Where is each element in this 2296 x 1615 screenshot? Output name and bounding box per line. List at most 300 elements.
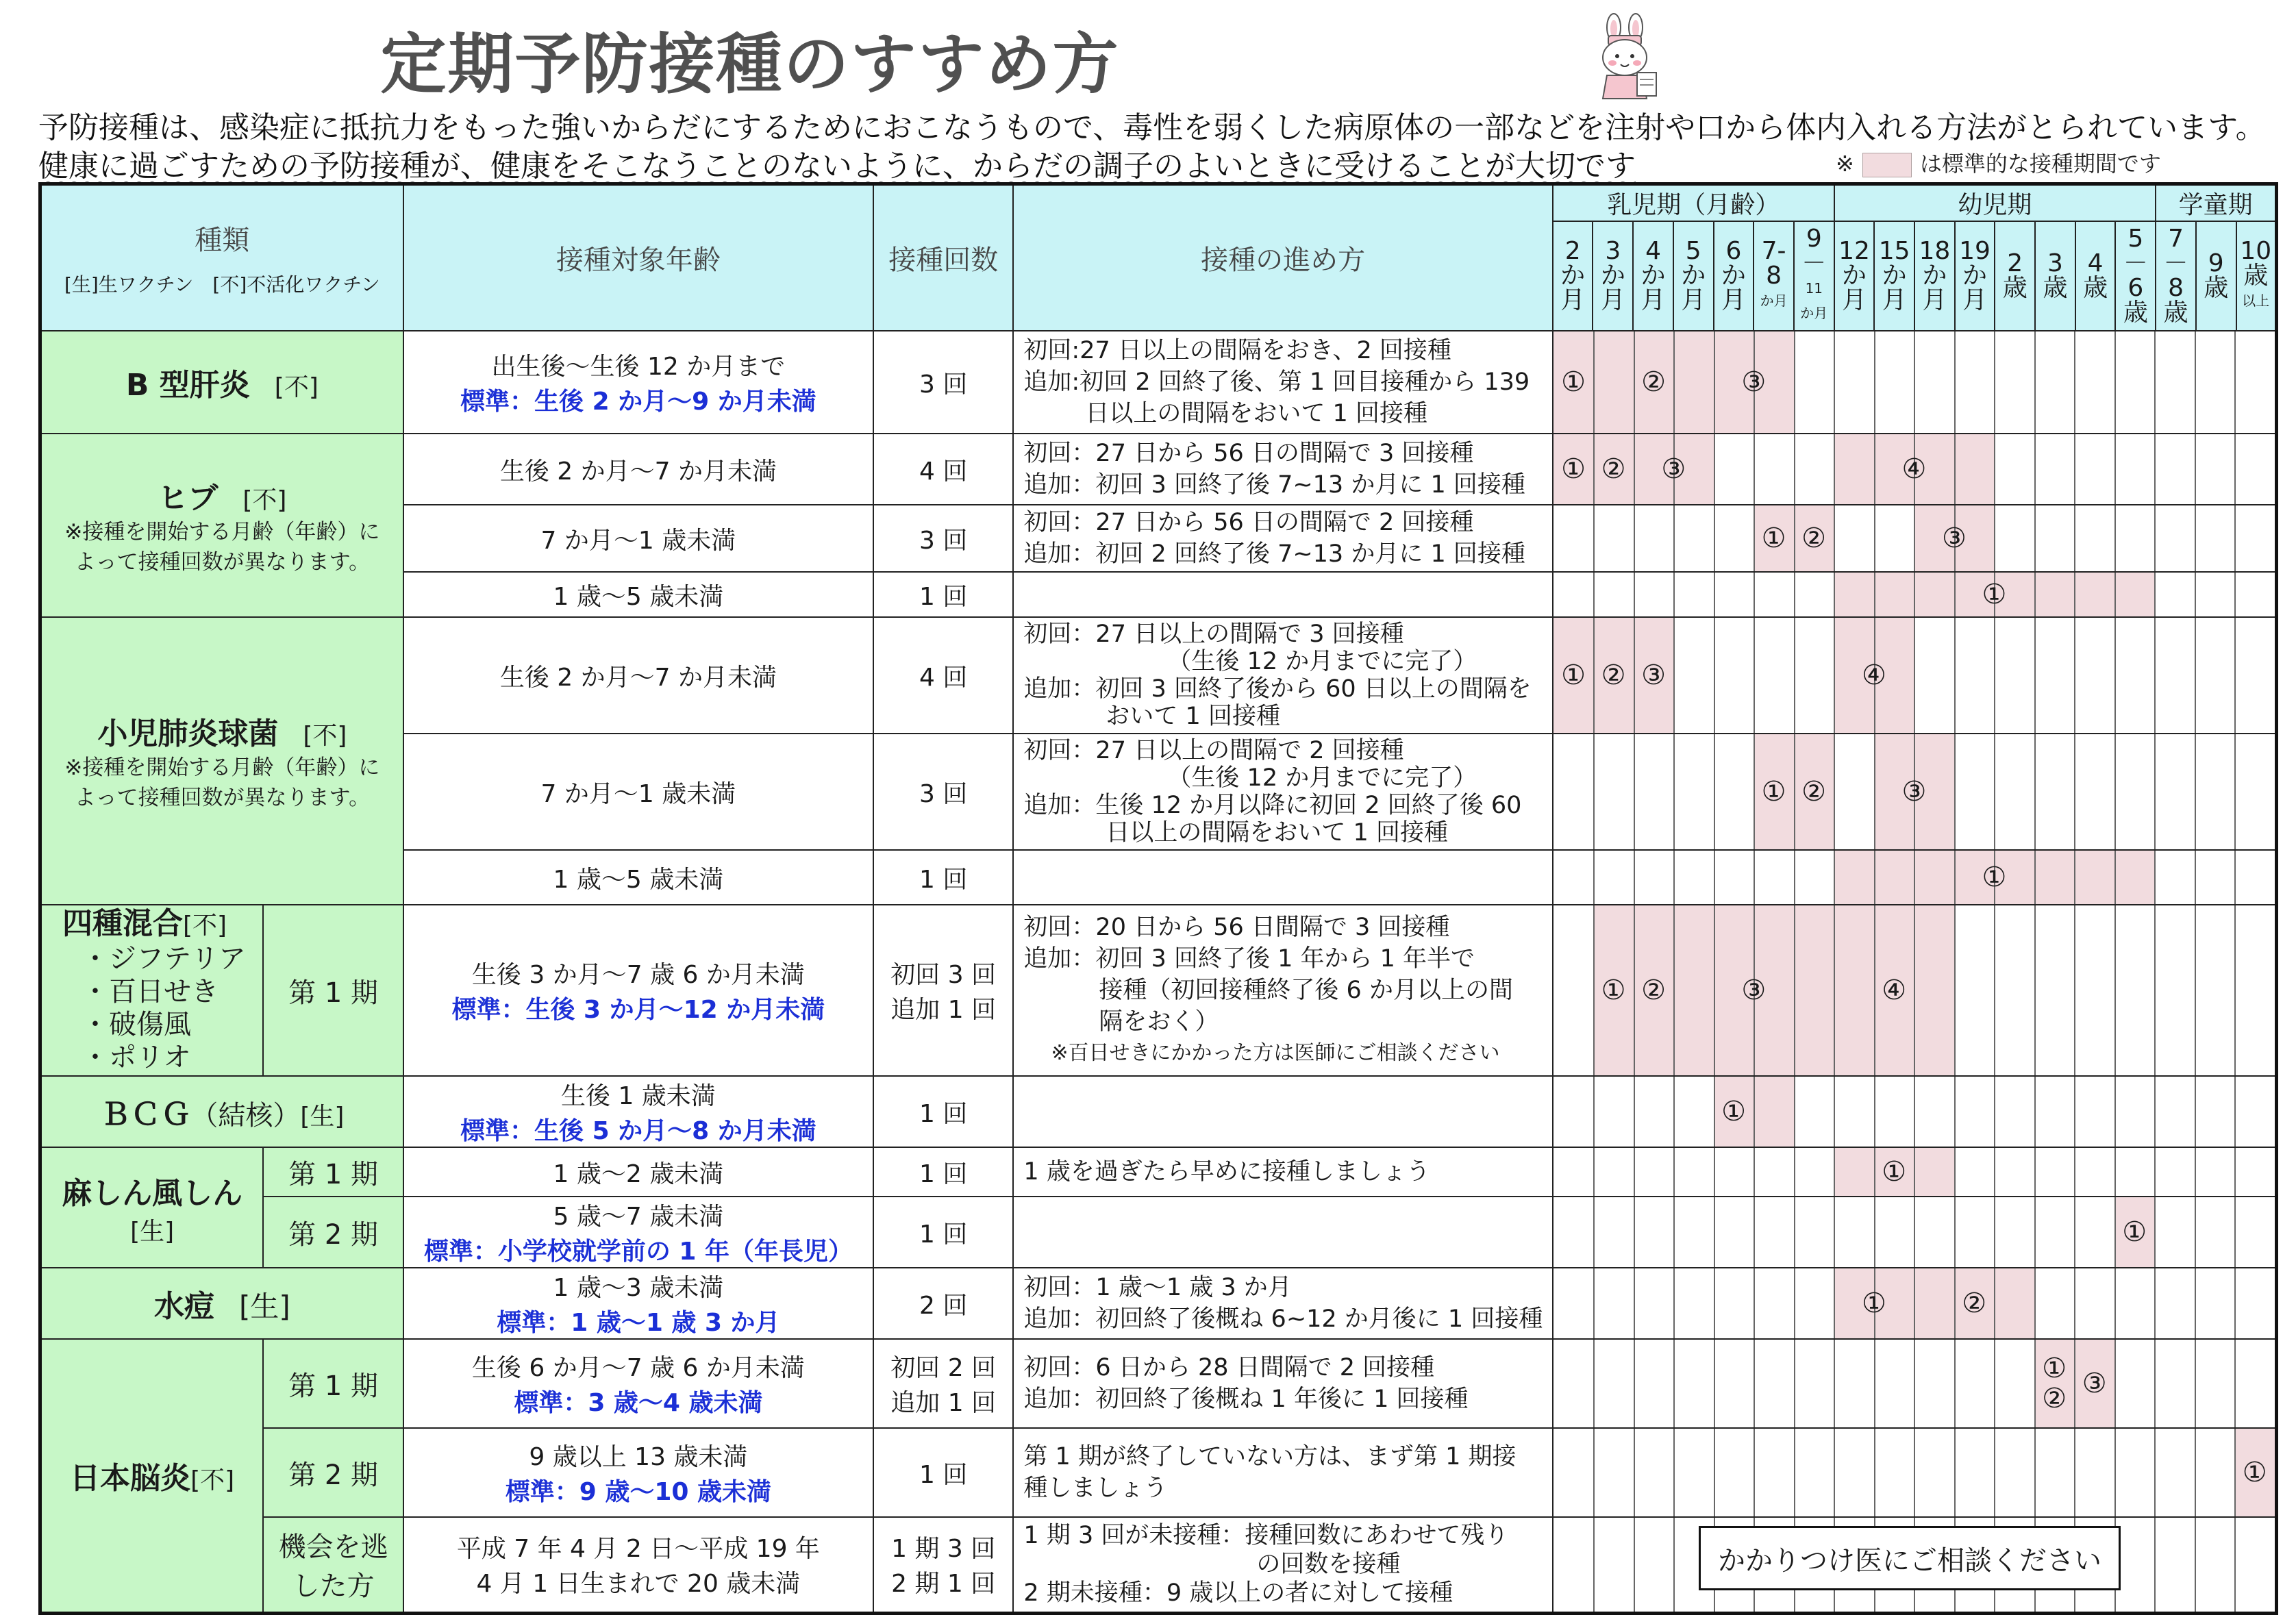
age-gridline bbox=[2074, 505, 2075, 571]
age-gridline bbox=[2074, 618, 2075, 733]
dose-marker: ④ bbox=[1882, 975, 1907, 1006]
month-col: 5 か 月 bbox=[1673, 221, 1714, 331]
dose-marker: ② bbox=[2042, 1383, 2067, 1414]
vaccine-hib: ヒブ [不] ※接種を開始する月齢（年齢）に よって接種回数が異なります。 bbox=[40, 434, 403, 617]
count-cell: 3 回 bbox=[873, 505, 1013, 572]
table-row bbox=[40, 1147, 2277, 1197]
age-gridline bbox=[1634, 1518, 1635, 1612]
age-gridline bbox=[1874, 434, 1875, 504]
count-cell: 2 回 bbox=[873, 1268, 1013, 1339]
age-gridline bbox=[2034, 734, 2036, 849]
vaccine-hepb: B 型肝炎 [不] bbox=[40, 331, 403, 434]
age-cell: 1 歳～5 歳未満 bbox=[403, 572, 873, 617]
age-gridline bbox=[1794, 905, 1795, 1075]
table-row bbox=[40, 331, 2277, 434]
age-gridline bbox=[2114, 1077, 2116, 1147]
age-gridline bbox=[1914, 905, 1915, 1075]
timeline-cell bbox=[1553, 505, 2277, 572]
age-gridline bbox=[2234, 734, 2236, 849]
age-gridline bbox=[1834, 505, 1835, 571]
period-cell: 第 2 期 bbox=[263, 1197, 403, 1268]
age-gridline bbox=[1634, 905, 1635, 1075]
method-cell: 1 歳を過ぎたら早めに接種しましょう bbox=[1013, 1147, 1552, 1197]
age-gridline bbox=[2114, 1268, 2116, 1338]
dose-marker: ③ bbox=[1641, 660, 1666, 691]
age-gridline bbox=[1634, 331, 1635, 433]
age-cell: 生後 2 か月～7 か月未満 bbox=[403, 434, 873, 505]
dose-marker: ③ bbox=[1741, 366, 1767, 398]
dose-marker: ① bbox=[1761, 776, 1786, 808]
count-cell: 初回 2 回 追加 1 回 bbox=[873, 1339, 1013, 1428]
age-cell: 1 歳～5 歳未満 bbox=[403, 850, 873, 905]
age-gridline bbox=[2195, 1518, 2196, 1612]
age-gridline bbox=[1914, 1340, 1915, 1427]
age-gridline bbox=[2234, 1429, 2236, 1516]
age-gridline bbox=[1954, 331, 1956, 433]
period-cell: 機会を逃 した方 bbox=[263, 1517, 403, 1613]
age-gridline bbox=[2154, 434, 2156, 504]
age-gridline bbox=[2114, 505, 2116, 571]
age-gridline bbox=[2114, 331, 2116, 433]
month-col: 6 か 月 bbox=[1714, 221, 1754, 331]
count-cell: 3 回 bbox=[873, 331, 1013, 434]
vaccine-pcv: 小児肺炎球菌 [不] ※接種を開始する月齢（年齢）に よって接種回数が異なります。 bbox=[40, 617, 403, 905]
age-gridline bbox=[2074, 1197, 2075, 1267]
age-gridline bbox=[1634, 1340, 1635, 1427]
age-gridline bbox=[2195, 331, 2196, 433]
age-gridline bbox=[2034, 331, 2036, 433]
table-row bbox=[40, 1268, 2277, 1339]
month-col: 3 歳 bbox=[2035, 221, 2075, 331]
age-gridline bbox=[2195, 1268, 2196, 1338]
dose-marker: ④ bbox=[1861, 660, 1886, 691]
age-gridline bbox=[2195, 1077, 2196, 1147]
age-gridline bbox=[1593, 618, 1595, 733]
vaccine-varicella: 水痘 [生] bbox=[40, 1268, 403, 1339]
method-cell: 初回：27 日から 56 日の間隔で 2 回接種 追加：初回 2 回終了後 7~13 か月に 1 回接種 bbox=[1013, 505, 1552, 572]
age-gridline bbox=[1994, 905, 1995, 1075]
age-gridline bbox=[1714, 505, 1715, 571]
age-gridline bbox=[1593, 734, 1595, 849]
dose-marker: ① bbox=[1861, 1288, 1886, 1319]
age-gridline bbox=[1994, 1077, 1995, 1147]
age-gridline bbox=[2074, 1429, 2075, 1516]
month-col: 10 歳 以上 bbox=[2236, 221, 2277, 331]
vaccine-mr: 麻しん風しん [生] bbox=[40, 1147, 264, 1268]
intro-line-2: 健康に過ごすための予防接種が、健康をそこなうことのないように、からだの調子のよいときに受けることが大切です bbox=[38, 149, 1636, 184]
age-gridline bbox=[1954, 1077, 1956, 1147]
header-infant: 乳児期（月齢） bbox=[1553, 184, 1834, 222]
method-cell: 初回：27 日以上の間隔で 3 回接種 （生後 12 か月までに完了） 追加：初回 3 回終了後から 60 日以上の間隔を おいて 1 回接種 bbox=[1013, 617, 1552, 734]
age-gridline bbox=[1673, 331, 1675, 433]
age-gridline bbox=[1593, 1197, 1595, 1267]
age-gridline bbox=[1994, 331, 1995, 433]
dose-marker: ① bbox=[1721, 1096, 1747, 1127]
age-gridline bbox=[1714, 618, 1715, 733]
age-gridline bbox=[2154, 573, 2156, 616]
age-gridline bbox=[1714, 905, 1715, 1075]
timeline-cell bbox=[1553, 1147, 2277, 1197]
count-cell: 3 回 bbox=[873, 734, 1013, 850]
age-gridline bbox=[2154, 331, 2156, 433]
age-gridline bbox=[1754, 734, 1755, 849]
age-gridline bbox=[1794, 1197, 1795, 1267]
age-gridline bbox=[2074, 573, 2075, 616]
age-gridline bbox=[2195, 851, 2196, 904]
month-col: 9 歳 bbox=[2196, 221, 2236, 331]
age-gridline bbox=[1874, 331, 1875, 433]
age-gridline bbox=[2114, 1197, 2116, 1267]
age-gridline bbox=[1634, 434, 1635, 504]
age-gridline bbox=[2034, 1429, 2036, 1516]
consult-doctor-box: かかりつけ医にご相談ください bbox=[1699, 1526, 2121, 1590]
month-col: 19 か 月 bbox=[1955, 221, 1995, 331]
table-row bbox=[40, 1076, 2277, 1147]
age-gridline bbox=[2154, 905, 2156, 1075]
table-row bbox=[40, 905, 2277, 1076]
age-gridline bbox=[2154, 1197, 2156, 1267]
age-gridline bbox=[1994, 734, 1995, 849]
age-gridline bbox=[1673, 1340, 1675, 1427]
dose-marker: ② bbox=[1801, 523, 1827, 554]
header-type-sub: [生]生ワクチン [不]不活化ワクチン bbox=[64, 273, 380, 296]
age-gridline bbox=[1954, 573, 1956, 616]
period-cell: 第 1 期 bbox=[263, 1339, 403, 1428]
age-gridline bbox=[1794, 331, 1795, 433]
age-cell: 1 歳～2 歳未満 bbox=[403, 1147, 873, 1197]
header-type bbox=[40, 184, 403, 331]
age-gridline bbox=[1794, 434, 1795, 504]
header-method: 接種の進め方 bbox=[1013, 184, 1552, 331]
age-cell: 1 歳～3 歳未満 標準：1 歳～1 歳 3 か月 bbox=[403, 1268, 873, 1339]
dose-marker: ① bbox=[1982, 862, 2007, 893]
dose-marker: ① bbox=[1561, 660, 1586, 691]
age-gridline bbox=[2154, 505, 2156, 571]
dose-marker: ③ bbox=[1941, 523, 1967, 554]
age-gridline bbox=[2074, 434, 2075, 504]
age-gridline bbox=[1834, 851, 1835, 904]
age-gridline bbox=[2154, 618, 2156, 733]
age-gridline bbox=[1874, 905, 1875, 1075]
method-cell bbox=[1013, 1197, 1552, 1268]
age-gridline bbox=[1994, 1268, 1995, 1338]
age-gridline bbox=[1794, 1429, 1795, 1516]
age-gridline bbox=[1994, 434, 1995, 504]
age-gridline bbox=[1834, 1077, 1835, 1147]
age-gridline bbox=[2234, 505, 2236, 571]
age-gridline bbox=[1634, 1197, 1635, 1267]
age-gridline bbox=[2034, 905, 2036, 1075]
age-gridline bbox=[1593, 1340, 1595, 1427]
dose-marker: ② bbox=[1601, 660, 1626, 691]
month-col: 3 か 月 bbox=[1593, 221, 1633, 331]
age-gridline bbox=[1994, 1148, 1995, 1196]
count-cell: 1 回 bbox=[873, 1076, 1013, 1147]
age-gridline bbox=[2195, 1340, 2196, 1427]
month-col: 4 歳 bbox=[2075, 221, 2116, 331]
header-count: 接種回数 bbox=[873, 184, 1013, 331]
age-gridline bbox=[2074, 1268, 2075, 1338]
age-gridline bbox=[2195, 734, 2196, 849]
age-gridline bbox=[1593, 1148, 1595, 1196]
age-cell: 生後 6 か月～7 歳 6 か月未満 標準：3 歳～4 歳未満 bbox=[403, 1339, 873, 1428]
table-row bbox=[40, 434, 2277, 505]
age-gridline bbox=[1834, 331, 1835, 433]
method-cell: 第 1 期が終了していない方は、まず第 1 期接 種しましょう bbox=[1013, 1428, 1552, 1517]
method-cell: 初回：6 日から 28 日間隔で 2 回接種 追加：初回終了後概ね 1 年後に 1 回接種 bbox=[1013, 1339, 1552, 1428]
age-gridline bbox=[2034, 1148, 2036, 1196]
month-col: 15 か 月 bbox=[1874, 221, 1914, 331]
count-cell: 1 期 3 回 2 期 1 回 bbox=[873, 1517, 1013, 1613]
age-gridline bbox=[1714, 1197, 1715, 1267]
age-gridline bbox=[1914, 1077, 1915, 1147]
dose-marker: ① bbox=[2242, 1457, 2267, 1488]
count-cell: 1 回 bbox=[873, 1428, 1013, 1517]
age-gridline bbox=[1714, 851, 1715, 904]
count-cell: 1 回 bbox=[873, 572, 1013, 617]
age-gridline bbox=[2114, 734, 2116, 849]
age-gridline bbox=[2154, 1518, 2156, 1612]
legend-text: は標準的な接種期間です bbox=[1919, 151, 2161, 177]
period-cell: 第 1 期 bbox=[263, 1147, 403, 1197]
method-cell bbox=[1013, 850, 1552, 905]
timeline-cell bbox=[1553, 331, 2277, 434]
age-gridline bbox=[1914, 1197, 1915, 1267]
age-gridline bbox=[1954, 434, 1956, 504]
age-cell: 生後 3 か月～7 歳 6 か月未満 標準：生後 3 か月～12 か月未満 bbox=[403, 905, 873, 1076]
age-gridline bbox=[1673, 734, 1675, 849]
age-gridline bbox=[1874, 1340, 1875, 1427]
age-gridline bbox=[1593, 505, 1595, 571]
age-gridline bbox=[2234, 1197, 2236, 1267]
age-gridline bbox=[2154, 1148, 2156, 1196]
age-gridline bbox=[1874, 734, 1875, 849]
nurse-rabbit-mascot-icon bbox=[1588, 12, 1663, 100]
age-gridline bbox=[1754, 1197, 1755, 1267]
age-gridline bbox=[1634, 851, 1635, 904]
age-gridline bbox=[2114, 1429, 2116, 1516]
age-gridline bbox=[1593, 851, 1595, 904]
method-cell bbox=[1013, 572, 1552, 617]
age-gridline bbox=[1914, 618, 1915, 733]
age-gridline bbox=[1634, 1429, 1635, 1516]
age-gridline bbox=[1994, 618, 1995, 733]
age-gridline bbox=[1834, 434, 1835, 504]
count-cell: 1 回 bbox=[873, 1147, 1013, 1197]
timeline-cell bbox=[1553, 617, 2277, 734]
timeline-cell bbox=[1553, 1339, 2277, 1428]
age-gridline bbox=[2234, 1077, 2236, 1147]
age-gridline bbox=[1794, 505, 1795, 571]
age-gridline bbox=[1954, 1429, 1956, 1516]
age-gridline bbox=[1954, 1340, 1956, 1427]
table-row bbox=[40, 1339, 2277, 1428]
period-cell: 第 1 期 bbox=[263, 905, 403, 1076]
age-gridline bbox=[1673, 618, 1675, 733]
dose-marker: ② bbox=[1962, 1288, 1987, 1319]
count-cell: 4 回 bbox=[873, 617, 1013, 734]
age-gridline bbox=[1794, 734, 1795, 849]
age-gridline bbox=[1994, 505, 1995, 571]
dose-marker: ② bbox=[1601, 453, 1626, 485]
age-gridline bbox=[1673, 851, 1675, 904]
month-col: 9－ 11 か月 bbox=[1794, 221, 1834, 331]
age-gridline bbox=[2034, 1077, 2036, 1147]
table-row bbox=[40, 1197, 2277, 1268]
age-gridline bbox=[2234, 1148, 2236, 1196]
dose-marker: ② bbox=[1801, 776, 1827, 808]
dose-marker: ① bbox=[2042, 1353, 2067, 1384]
age-gridline bbox=[2114, 434, 2116, 504]
age-gridline bbox=[1593, 905, 1595, 1075]
age-cell: 9 歳以上 13 歳未満 標準：9 歳～10 歳未満 bbox=[403, 1428, 873, 1517]
age-gridline bbox=[1754, 1429, 1755, 1516]
age-gridline bbox=[1914, 573, 1915, 616]
count-cell: 1 回 bbox=[873, 1197, 1013, 1268]
age-gridline bbox=[1794, 1077, 1795, 1147]
age-gridline bbox=[2234, 1518, 2236, 1612]
timeline-cell bbox=[1553, 572, 2277, 617]
age-gridline bbox=[1834, 1148, 1835, 1196]
age-gridline bbox=[2114, 618, 2116, 733]
age-gridline bbox=[2154, 734, 2156, 849]
timeline-cell bbox=[1553, 734, 2277, 850]
method-cell: 初回:27 日以上の間隔をおき、2 回接種 追加:初回 2 回終了後、第 1 回目接種から 139 日以上の間隔をおいて 1 回接種 bbox=[1013, 331, 1552, 434]
age-gridline bbox=[1593, 1429, 1595, 1516]
age-gridline bbox=[1634, 1077, 1635, 1147]
age-gridline bbox=[2074, 734, 2075, 849]
age-gridline bbox=[2114, 1148, 2116, 1196]
age-gridline bbox=[1994, 1197, 1995, 1267]
age-gridline bbox=[2234, 851, 2236, 904]
age-gridline bbox=[1834, 905, 1835, 1075]
dose-marker: ① bbox=[1761, 523, 1786, 554]
dose-marker: ① bbox=[1561, 453, 1586, 485]
dose-marker: ① bbox=[1601, 975, 1626, 1006]
age-gridline bbox=[1673, 1518, 1675, 1612]
age-gridline bbox=[1914, 331, 1915, 433]
age-gridline bbox=[1914, 505, 1915, 571]
age-gridline bbox=[1754, 618, 1755, 733]
age-gridline bbox=[1954, 1197, 1956, 1267]
age-gridline bbox=[1673, 1268, 1675, 1338]
age-gridline bbox=[2234, 1340, 2236, 1427]
vaccination-schedule-table bbox=[38, 182, 2278, 1615]
month-col: 2 歳 bbox=[1995, 221, 2035, 331]
method-cell bbox=[1013, 1076, 1552, 1147]
age-gridline bbox=[1834, 1429, 1835, 1516]
dose-marker: ③ bbox=[1661, 453, 1686, 485]
age-gridline bbox=[1673, 505, 1675, 571]
age-gridline bbox=[2074, 1148, 2075, 1196]
age-gridline bbox=[1593, 434, 1595, 504]
header-school: 学童期 bbox=[2156, 184, 2276, 222]
dose-marker: ② bbox=[1641, 366, 1666, 398]
age-gridline bbox=[2034, 1197, 2036, 1267]
age-gridline bbox=[2034, 1268, 2036, 1338]
dose-marker: ③ bbox=[2082, 1368, 2107, 1399]
timeline-cell bbox=[1553, 1076, 2277, 1147]
age-gridline bbox=[1593, 1518, 1595, 1612]
age-gridline bbox=[1714, 434, 1715, 504]
age-gridline bbox=[1914, 1429, 1915, 1516]
timeline-cell bbox=[1553, 850, 2277, 905]
age-gridline bbox=[2234, 331, 2236, 433]
age-gridline bbox=[1634, 505, 1635, 571]
timeline-cell bbox=[1553, 905, 2277, 1076]
age-gridline bbox=[2195, 434, 2196, 504]
header-toddler: 幼児期 bbox=[1834, 184, 2156, 222]
age-gridline bbox=[1834, 618, 1835, 733]
age-gridline bbox=[1714, 1340, 1715, 1427]
age-gridline bbox=[1634, 1148, 1635, 1196]
age-gridline bbox=[1794, 573, 1795, 616]
age-gridline bbox=[1874, 1077, 1875, 1147]
vaccine-dpt: 四種混合[不] ・ジフテリア ・百日せき ・破傷風 ・ポリオ bbox=[40, 905, 264, 1076]
age-gridline bbox=[2195, 618, 2196, 733]
age-gridline bbox=[1794, 851, 1795, 904]
age-gridline bbox=[1634, 618, 1635, 733]
age-cell: 7 か月～1 歳未満 bbox=[403, 505, 873, 572]
age-gridline bbox=[1593, 1268, 1595, 1338]
dose-marker: ① bbox=[1882, 1156, 1907, 1188]
age-gridline bbox=[2154, 1429, 2156, 1516]
count-cell: 初回 3 回 追加 1 回 bbox=[873, 905, 1013, 1076]
age-cell: 生後 1 歳未満 標準：生後 5 か月～8 か月未満 bbox=[403, 1076, 873, 1147]
age-gridline bbox=[1673, 573, 1675, 616]
method-cell: 初回：27 日から 56 日の間隔で 3 回接種 追加：初回 3 回終了後 7~13 か月に 1 回接種 bbox=[1013, 434, 1552, 505]
age-gridline bbox=[1794, 618, 1795, 733]
age-gridline bbox=[2234, 905, 2236, 1075]
age-gridline bbox=[1754, 1148, 1755, 1196]
age-gridline bbox=[2154, 1268, 2156, 1338]
dose-marker: ② bbox=[1641, 975, 1666, 1006]
timeline-cell bbox=[1553, 434, 2277, 505]
age-gridline bbox=[2074, 1340, 2075, 1427]
dose-marker: ① bbox=[1561, 366, 1586, 398]
age-gridline bbox=[2074, 331, 2075, 433]
age-gridline bbox=[1714, 1077, 1715, 1147]
age-gridline bbox=[2195, 1429, 2196, 1516]
age-gridline bbox=[1914, 1148, 1915, 1196]
age-gridline bbox=[1954, 1148, 1956, 1196]
dose-marker: ③ bbox=[1741, 975, 1767, 1006]
table-row bbox=[40, 617, 2277, 734]
age-gridline bbox=[1714, 331, 1715, 433]
age-gridline bbox=[1673, 1077, 1675, 1147]
age-gridline bbox=[2195, 1197, 2196, 1267]
age-gridline bbox=[2074, 905, 2075, 1075]
age-gridline bbox=[1874, 573, 1875, 616]
age-gridline bbox=[2034, 618, 2036, 733]
age-gridline bbox=[1874, 1148, 1875, 1196]
age-gridline bbox=[2114, 851, 2116, 904]
month-col: 5－ 6 歳 bbox=[2115, 221, 2156, 331]
age-gridline bbox=[1874, 505, 1875, 571]
count-cell: 4 回 bbox=[873, 434, 1013, 505]
age-gridline bbox=[2234, 1268, 2236, 1338]
age-gridline bbox=[2034, 1340, 2036, 1427]
age-gridline bbox=[1834, 734, 1835, 849]
age-gridline bbox=[1794, 1268, 1795, 1338]
age-gridline bbox=[1834, 1197, 1835, 1267]
month-col: 7- 8 か月 bbox=[1754, 221, 1794, 331]
age-gridline bbox=[2195, 1148, 2196, 1196]
age-gridline bbox=[1754, 1077, 1755, 1147]
age-gridline bbox=[2034, 434, 2036, 504]
page-title: 定期予防接種のすすめ方 bbox=[380, 26, 1120, 103]
method-cell: 1 期 3 回が未接種：接種回数にあわせて残り の回数を接種 2 期未接種：9 歳以上の者に対して接種 bbox=[1013, 1517, 1552, 1613]
